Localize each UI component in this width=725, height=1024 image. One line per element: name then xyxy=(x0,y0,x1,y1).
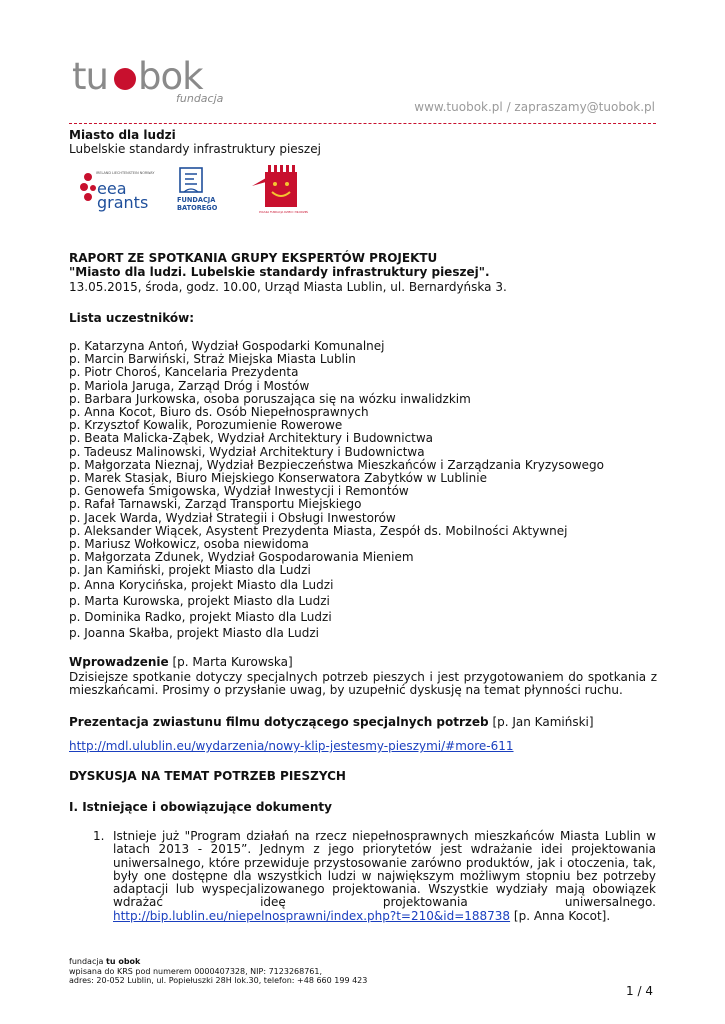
trailer-heading xyxy=(69,716,594,729)
footer xyxy=(69,957,367,986)
sponsor-logos xyxy=(68,156,308,226)
participant-item: p. Joanna Skałba, projekt Miasto dla Ludzi xyxy=(69,626,319,641)
item-body xyxy=(113,830,656,923)
report-meta: 13.05.2015, środa, godz. 10.00, Urząd Miasta Lublin, ul. Bernardyńska 3. xyxy=(69,280,507,294)
eea-text: eea xyxy=(97,179,127,198)
participant-item: p. Mariusz Wołkowicz, osoba niewidoma xyxy=(69,537,309,552)
logo-word-bok: bok xyxy=(137,55,203,98)
participant-item: p. Beata Malicka-Ząbek, Wydział Architektury i Budownictwa xyxy=(69,431,434,446)
sponsor-logos-graphic xyxy=(68,156,308,226)
participant-item: p. Mariola Jaruga, Zarząd Dróg i Mostów xyxy=(69,378,310,393)
trailer-link[interactable]: http://mdl.ulublin.eu/wydarzenia/nowy-klip-jestesmy-pieszymi/#more-611 xyxy=(69,739,514,753)
participant-item: p. Jacek Warda, Wydział Strategii i Obsługi Inwestorów xyxy=(69,510,396,525)
participants-list xyxy=(69,340,604,640)
lublin-foundation-logo xyxy=(252,165,308,214)
trailer-speaker: [p. Jan Kamiński] xyxy=(488,715,594,729)
batory-line1: FUNDACJA xyxy=(177,196,216,204)
site-contact: www.tuobok.pl / zapraszamy@tuobok.pl xyxy=(414,100,655,114)
intro-label: Wprowadzenie xyxy=(69,655,169,669)
page-number: 1 / 4 xyxy=(626,984,653,998)
eea-grants-logo xyxy=(80,171,155,212)
report-heading: RAPORT ZE SPOTKANIA GRUPY EKSPERTÓW PROJEKTU xyxy=(69,251,438,265)
item-link[interactable]: http://bip.lublin.eu/niepelnosprawni/index.php?t=210&id=188738 xyxy=(113,908,511,923)
participants-heading: Lista uczestników: xyxy=(69,311,195,325)
item-number: 1. xyxy=(93,829,105,843)
participant-item: p. Dominika Radko, projekt Miasto dla Ludzi xyxy=(69,610,332,625)
lublin-caption: POLSKA FUNDACJA DZIECI I MŁODZIEŻY xyxy=(259,211,308,214)
participant-item: p. Małgorzata Nieznaj, Wydział Bezpieczeństwa Mieszkańców i Zarządzania Kryzysowego xyxy=(69,457,604,472)
eea-countries-text: IRELAND LIECHTENSTEIN NORWAY xyxy=(96,171,155,175)
participant-item: p. Marcin Barwiński, Straż Miejska Miasta Lublin xyxy=(69,352,356,367)
trailer-label: Prezentacja zwiastunu filmu dotyczącego specjalnych potrzeb xyxy=(69,715,489,729)
participant-item: p. Katarzyna Antoń, Wydział Gospodarki Komunalnej xyxy=(69,339,385,353)
batory-logo xyxy=(177,168,218,212)
footer-line2: wpisana do KRS pod numerem 0000407328, NIP: 7123268761, xyxy=(69,966,323,976)
section-heading: I. Istniejące i obowiązujące dokumenty xyxy=(69,800,332,814)
header-divider xyxy=(69,123,656,124)
intro-speaker: [p. Marta Kurowska] xyxy=(168,655,293,669)
footer-line3: adres: 20-052 Lublin, ul. Popiełuszki 28H lok.30, telefon: +48 660 199 423 xyxy=(69,976,368,985)
report-subheading: "Miasto dla ludzi. Lubelskie standardy infrastruktury pieszej". xyxy=(69,265,490,279)
project-title: Miasto dla ludzi xyxy=(69,128,176,142)
participant-item: p. Genowefa Śmigowska, Wydział Inwestycji i Remontów xyxy=(69,484,409,499)
discussion-heading: DYSKUSJA NA TEMAT POTRZEB PIESZYCH xyxy=(69,769,346,783)
footer-line1 xyxy=(69,957,367,967)
logo-subtitle: fundacja xyxy=(176,92,224,105)
grants-text: grants xyxy=(97,193,149,212)
intro-text: Dzisiejsze spotkanie dotyczy specjalnych potrzeb pieszych i jest przygotowaniem do spotkania z mieszkańcami. Prosimy o przysłanie uwag, by uzupełnić dyskusję na temat płynności ruchu. xyxy=(69,670,657,698)
footer-name: tu obok xyxy=(106,957,141,966)
intro-heading xyxy=(69,656,293,669)
project-subtitle: Lubelskie standardy infrastruktury pieszej xyxy=(69,142,321,156)
footer-prefix: fundacja xyxy=(69,957,107,966)
logo-word-tu: tu xyxy=(72,55,108,98)
item-text: Istnieje już "Program działań na rzecz niepełnosprawnych mieszkańców Miasta Lublin w latach 2013 - 2015”. Jednym z jego priorytetów jest wdrażanie idei projektowania uniwersalnego, które przewiduje przystosowanie zarówno produktów, jak i otoczenia, tak, były one dostępne dla wszystkich ludzi w największym możliwym stopniu bez potrzeby adaptacji lub wyspecjalizowanego projektowania. Wszystkie wydziały mają obowiązek wdrażać ideę projektowania uniwersalnego. xyxy=(113,829,656,910)
batory-line2: BATOREGO xyxy=(177,204,218,212)
participant-item: p. Anna Kocot, Biuro ds. Osób Niepełnosprawnych xyxy=(69,405,369,420)
participant-item: p. Krzysztof Kowalik, Porozumienie Rowerowe xyxy=(69,418,343,433)
participant-item: p. Tadeusz Malinowski, Wydział Architektury i Budownictwa xyxy=(69,444,425,459)
logo-red-dot xyxy=(114,68,136,90)
participant-item: p. Piotr Choroś, Kancelaria Prezydenta xyxy=(69,365,299,380)
participant-item: p. Marta Kurowska, projekt Miasto dla Ludzi xyxy=(69,593,330,608)
participant-item: p. Marek Stasiak, Biuro Miejskiego Konserwatora Zabytków w Lublinie xyxy=(69,471,487,486)
participant-item: p. Rafał Tarnawski, Zarząd Transportu Miejskiego xyxy=(69,497,362,512)
item-tail: [p. Anna Kocot]. xyxy=(513,908,611,923)
participant-item: p. Anna Korycińska, projekt Miasto dla Ludzi xyxy=(69,577,334,592)
participant-item: p. Barbara Jurkowska, osoba poruszająca się na wózku inwalidzkim xyxy=(69,391,471,406)
participant-item: p. Aleksander Wiącek, Asystent Prezydenta Miasta, Zespół ds. Mobilności Aktywnej xyxy=(69,523,568,538)
participant-item: p. Jan Kamiński, projekt Miasto dla Ludzi xyxy=(69,563,311,578)
participant-item: p. Małgorzata Zdunek, Wydział Gospodarowania Mieniem xyxy=(69,550,414,565)
